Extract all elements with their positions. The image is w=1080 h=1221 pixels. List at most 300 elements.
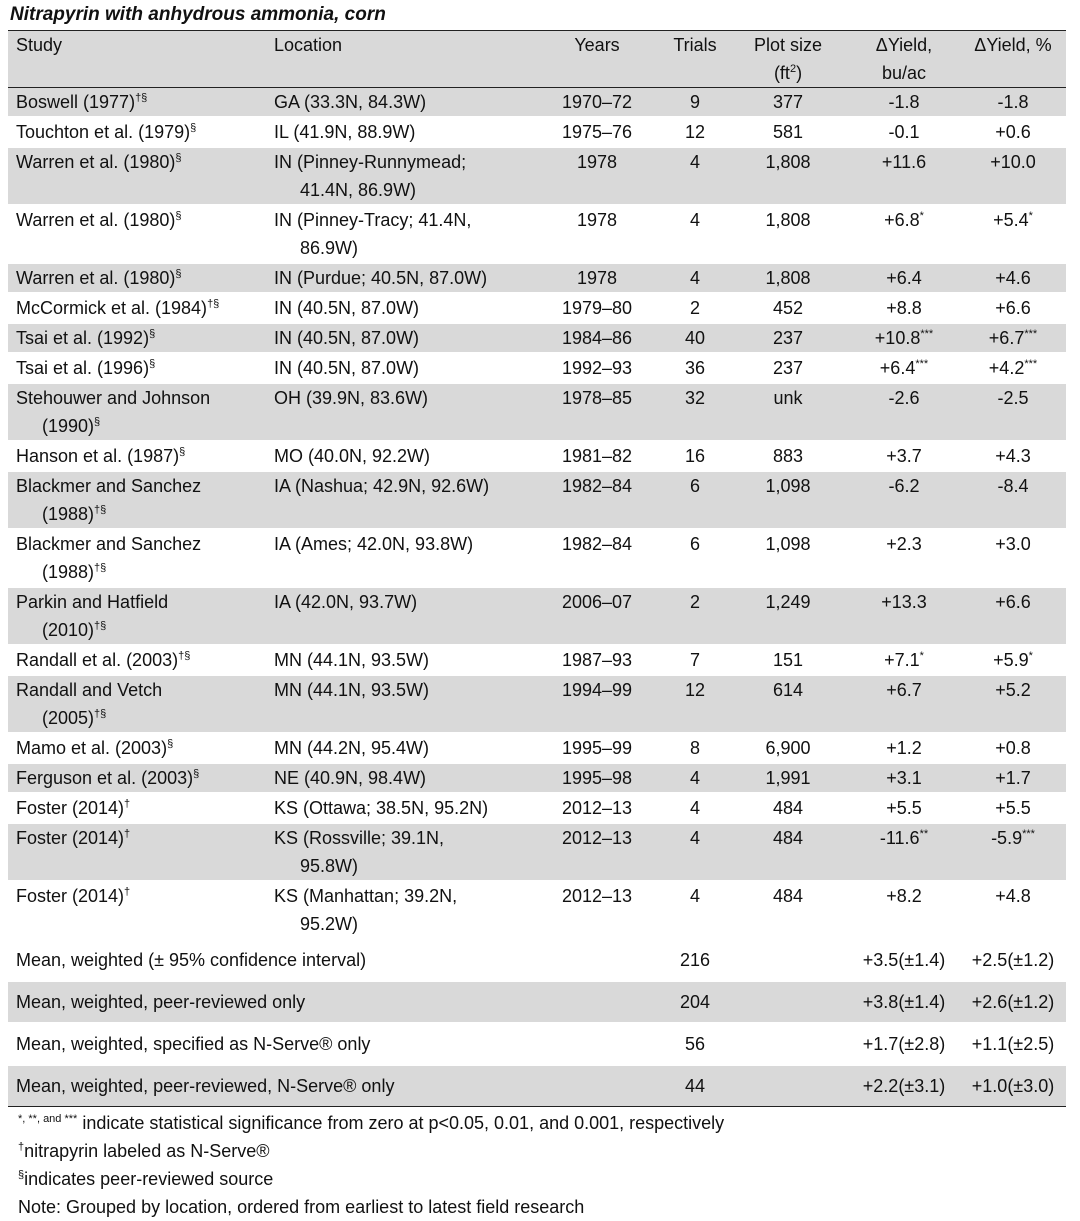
cell-plot-size: 484	[728, 793, 848, 823]
cell-years: 1987–93	[532, 645, 662, 675]
study-marks: †§	[94, 620, 107, 632]
cell-dyield-bu	[848, 147, 960, 205]
footnote-significance	[18, 1109, 1066, 1137]
footnote-dagger-mark: †	[18, 1141, 25, 1153]
location-text: GA (33.3N, 84.3W)	[274, 92, 427, 112]
dyield-pct-value: -5.9	[991, 828, 1023, 848]
cell-study	[8, 733, 270, 763]
mean-dyield-bu: +1.7(±2.8)	[848, 1023, 960, 1065]
mean-trials: 56	[662, 1023, 728, 1065]
cell-trials: 8	[662, 733, 728, 763]
cell-years: 1995–99	[532, 733, 662, 763]
cell-study	[8, 471, 270, 529]
mean-dyield-pct: +1.1(±2.5)	[960, 1023, 1066, 1065]
location-text: MN (44.1N, 93.5W)	[274, 650, 430, 670]
dyield-bu-value: -1.8	[888, 92, 920, 112]
mean-label: Mean, weighted, specified as N-Serve® only	[8, 1023, 662, 1065]
cell-dyield-pct	[960, 823, 1066, 881]
dyield-pct-value: +10.0	[990, 152, 1036, 172]
cell-dyield-bu	[848, 645, 960, 675]
study-name: Ferguson et al. (2003)	[16, 768, 194, 788]
mean-trials: 204	[662, 981, 728, 1023]
dyield-pct-value: +0.8	[995, 738, 1031, 758]
table-row	[8, 383, 1066, 441]
dyield-bu-value: +10.8	[874, 328, 921, 348]
location-text-cont: 95.2W)	[300, 914, 359, 934]
location-text: IA (Ames; 42.0N, 93.8W)	[274, 534, 474, 554]
dyield-bu-sig: ***	[915, 358, 929, 370]
study-name: Parkin and Hatfield	[16, 592, 169, 612]
table-row	[8, 675, 1066, 733]
cell-study	[8, 205, 270, 263]
header-dyield-pct: ΔYield, %	[960, 31, 1066, 88]
study-name: Blackmer and Sanchez	[16, 476, 202, 496]
study-marks: †§	[135, 92, 148, 104]
cell-years: 1995–98	[532, 763, 662, 793]
cell-plot-size: 377	[728, 88, 848, 118]
study-name: Foster (2014)	[16, 828, 125, 848]
cell-dyield-pct	[960, 471, 1066, 529]
cell-location	[270, 441, 532, 471]
cell-location	[270, 823, 532, 881]
dyield-bu-sig: *	[919, 210, 924, 222]
table-title: Nitrapyrin with anhydrous ammonia, corn	[10, 4, 386, 25]
dyield-bu-value: +2.3	[886, 534, 922, 554]
mean-row	[8, 1023, 1066, 1065]
dyield-bu-value: +6.8	[884, 210, 920, 230]
dyield-bu-value: -2.6	[888, 388, 920, 408]
cell-study	[8, 117, 270, 147]
table-row	[8, 733, 1066, 763]
table-row	[8, 147, 1066, 205]
location-text-cont: 41.4N, 86.9W)	[300, 180, 417, 200]
dyield-pct-value: +6.7	[988, 328, 1025, 348]
footnote-section-mark: §	[18, 1169, 25, 1181]
dyield-bu-value: +8.8	[886, 298, 922, 318]
mean-dyield-bu: +2.2(±3.1)	[848, 1065, 960, 1107]
location-text: KS (Manhattan; 39.2N,	[274, 886, 458, 906]
dyield-pct-value: +4.6	[995, 268, 1031, 288]
cell-plot-size: 1,808	[728, 205, 848, 263]
cell-dyield-bu	[848, 763, 960, 793]
mean-empty	[728, 1065, 848, 1107]
study-name: Hanson et al. (1987)	[16, 446, 180, 466]
cell-plot-size: 1,098	[728, 529, 848, 587]
study-name-cont	[16, 500, 266, 528]
study-marks: †	[124, 886, 131, 898]
table-container	[8, 0, 1066, 1221]
mean-label: Mean, weighted (± 95% confidence interval)	[8, 939, 662, 981]
mean-dyield-bu: +3.8(±1.4)	[848, 981, 960, 1023]
dyield-bu-value: +13.3	[881, 592, 927, 612]
dyield-pct-value: +5.5	[995, 798, 1031, 818]
study-name: Tsai et al. (1996)	[16, 358, 150, 378]
cell-plot-size: 581	[728, 117, 848, 147]
dyield-bu-value: +11.6	[881, 152, 927, 172]
cell-dyield-bu	[848, 529, 960, 587]
footnote-section-text: indicates peer-reviewed source	[24, 1169, 274, 1189]
location-text: KS (Rossville; 39.1N,	[274, 828, 445, 848]
header-plot-size-unit-sup: 2	[789, 63, 797, 75]
cell-trials: 4	[662, 205, 728, 263]
mean-trials: 44	[662, 1065, 728, 1107]
footnote-sig-text: indicate statistical significance from zero at p<0.05, 0.01, and 0.001, respectively	[77, 1113, 725, 1133]
location-text: OH (39.9N, 83.6W)	[274, 388, 429, 408]
cell-dyield-pct	[960, 645, 1066, 675]
cell-trials: 32	[662, 383, 728, 441]
cell-trials: 12	[662, 117, 728, 147]
cell-location	[270, 645, 532, 675]
cell-location	[270, 293, 532, 323]
cell-years: 2012–13	[532, 793, 662, 823]
footnote-dagger	[18, 1137, 1066, 1165]
study-marks: §	[190, 122, 197, 134]
location-text: MN (44.1N, 93.5W)	[274, 680, 430, 700]
table-row	[8, 323, 1066, 353]
cell-trials: 40	[662, 323, 728, 353]
dyield-pct-sig: ***	[1024, 328, 1038, 340]
cell-dyield-pct	[960, 263, 1066, 293]
location-text: MO (40.0N, 92.2W)	[274, 446, 431, 466]
study-year: (1990)	[42, 416, 95, 436]
mean-dyield-pct: +2.6(±1.2)	[960, 981, 1066, 1023]
cell-study	[8, 383, 270, 441]
header-plot-size-unit-post: )	[796, 63, 803, 83]
table-row	[8, 763, 1066, 793]
dyield-bu-value: +1.2	[886, 738, 922, 758]
cell-dyield-bu	[848, 293, 960, 323]
study-name: Foster (2014)	[16, 886, 125, 906]
cell-dyield-bu	[848, 353, 960, 383]
cell-trials: 16	[662, 441, 728, 471]
location-text: IN (Pinney-Runnymead;	[274, 152, 467, 172]
study-year: (1988)	[42, 504, 95, 524]
cell-plot-size: 1,249	[728, 587, 848, 645]
location-text: IA (Nashua; 42.9N, 92.6W)	[274, 476, 490, 496]
dyield-bu-value: +3.7	[886, 446, 922, 466]
cell-location	[270, 763, 532, 793]
table-row	[8, 88, 1066, 118]
footnote-section	[18, 1165, 1066, 1193]
mean-row	[8, 981, 1066, 1023]
cell-years: 1978	[532, 263, 662, 293]
cell-years: 1978	[532, 205, 662, 263]
study-year: (1988)	[42, 562, 95, 582]
header-dyield-bu-unit: bu/ac	[881, 63, 927, 83]
cell-location	[270, 117, 532, 147]
study-name: Warren et al. (1980)	[16, 210, 176, 230]
cell-plot-size: 452	[728, 293, 848, 323]
cell-years: 1975–76	[532, 117, 662, 147]
header-row	[8, 31, 1066, 88]
table-row	[8, 353, 1066, 383]
study-marks: §	[94, 416, 101, 428]
cell-dyield-pct	[960, 441, 1066, 471]
header-dyield-bu	[848, 31, 960, 88]
study-marks: §	[149, 358, 156, 370]
study-name-cont	[16, 704, 266, 732]
cell-dyield-pct	[960, 733, 1066, 763]
cell-dyield-pct	[960, 205, 1066, 263]
cell-study	[8, 881, 270, 939]
dyield-pct-sig: *	[1028, 210, 1033, 222]
study-marks: §	[175, 268, 182, 280]
cell-dyield-pct	[960, 675, 1066, 733]
means-body	[8, 939, 1066, 1107]
cell-years: 1978	[532, 147, 662, 205]
location-text-cont: 95.8W)	[300, 856, 359, 876]
cell-study	[8, 793, 270, 823]
cell-study	[8, 147, 270, 205]
cell-trials: 36	[662, 353, 728, 383]
dyield-bu-value: +6.4	[879, 358, 916, 378]
dyield-pct-value: +4.8	[995, 886, 1031, 906]
cell-trials: 4	[662, 823, 728, 881]
cell-years: 1978–85	[532, 383, 662, 441]
header-location: Location	[270, 31, 532, 88]
dyield-pct-value: +3.0	[995, 534, 1031, 554]
cell-plot-size: 151	[728, 645, 848, 675]
cell-location	[270, 383, 532, 441]
cell-trials: 4	[662, 263, 728, 293]
dyield-bu-value: -11.6	[879, 828, 920, 848]
footnote-sig-marks: *, **, and ***	[18, 1113, 78, 1125]
header-trials: Trials	[662, 31, 728, 88]
study-marks: †	[124, 828, 131, 840]
table-row	[8, 645, 1066, 675]
cell-location	[270, 205, 532, 263]
mean-label: Mean, weighted, peer-reviewed only	[8, 981, 662, 1023]
mean-empty	[728, 939, 848, 981]
cell-dyield-pct	[960, 881, 1066, 939]
dyield-bu-value: -6.2	[888, 476, 920, 496]
study-name: McCormick et al. (1984)	[16, 298, 208, 318]
cell-plot-size: 484	[728, 881, 848, 939]
dyield-pct-value: +1.7	[995, 768, 1031, 788]
study-marks: †§	[207, 298, 220, 310]
cell-trials: 4	[662, 881, 728, 939]
dyield-pct-sig: ***	[1024, 358, 1038, 370]
cell-study	[8, 529, 270, 587]
dyield-pct-value: -8.4	[997, 476, 1029, 496]
dyield-pct-sig: *	[1028, 650, 1033, 662]
cell-dyield-pct	[960, 147, 1066, 205]
dyield-bu-value: +6.4	[886, 268, 922, 288]
mean-dyield-bu: +3.5(±1.4)	[848, 939, 960, 981]
table-row	[8, 881, 1066, 939]
cell-dyield-pct	[960, 117, 1066, 147]
cell-years: 1970–72	[532, 88, 662, 118]
dyield-pct-value: +4.2	[988, 358, 1025, 378]
study-marks: †§	[178, 650, 191, 662]
dyield-pct-value: -1.8	[997, 92, 1029, 112]
cell-location	[270, 323, 532, 353]
cell-dyield-bu	[848, 323, 960, 353]
cell-years: 1979–80	[532, 293, 662, 323]
dyield-pct-value: +6.6	[995, 298, 1031, 318]
location-text: MN (44.2N, 95.4W)	[274, 738, 430, 758]
header-plot-size	[728, 31, 848, 88]
study-name: Warren et al. (1980)	[16, 152, 176, 172]
cell-location	[270, 587, 532, 645]
table-row	[8, 263, 1066, 293]
dyield-pct-value: +0.6	[995, 122, 1031, 142]
cell-location	[270, 88, 532, 118]
mean-row	[8, 1065, 1066, 1107]
study-marks: †	[124, 798, 131, 810]
cell-location	[270, 733, 532, 763]
dyield-bu-sig: **	[919, 828, 929, 840]
dyield-pct-sig: ***	[1022, 828, 1035, 840]
location-text: IN (40.5N, 87.0W)	[274, 328, 420, 348]
cell-study	[8, 645, 270, 675]
cell-plot-size: 883	[728, 441, 848, 471]
study-name: Randall and Vetch	[16, 680, 163, 700]
study-marks: †§	[94, 504, 107, 516]
cell-trials: 6	[662, 471, 728, 529]
location-text: IA (42.0N, 93.7W)	[274, 592, 418, 612]
table-row	[8, 441, 1066, 471]
study-marks: §	[193, 768, 200, 780]
cell-dyield-pct	[960, 529, 1066, 587]
cell-years: 1982–84	[532, 529, 662, 587]
mean-label: Mean, weighted, peer-reviewed, N-Serve® only	[8, 1065, 662, 1107]
study-name: Warren et al. (1980)	[16, 268, 176, 288]
study-marks: §	[179, 446, 186, 458]
cell-dyield-pct	[960, 293, 1066, 323]
cell-study	[8, 263, 270, 293]
cell-dyield-pct	[960, 763, 1066, 793]
mean-empty	[728, 1023, 848, 1065]
table-row	[8, 823, 1066, 881]
cell-years: 1994–99	[532, 675, 662, 733]
cell-dyield-bu	[848, 471, 960, 529]
cell-trials: 4	[662, 763, 728, 793]
study-name-cont	[16, 558, 266, 586]
header-plot-size-unit-pre: (ft	[773, 63, 790, 83]
cell-study	[8, 675, 270, 733]
footnotes	[8, 1109, 1066, 1221]
study-name: Touchton et al. (1979)	[16, 122, 191, 142]
table-row	[8, 471, 1066, 529]
study-name-cont	[16, 412, 266, 440]
study-name: Tsai et al. (1992)	[16, 328, 150, 348]
table-row	[8, 293, 1066, 323]
study-marks: §	[167, 738, 174, 750]
location-text: IN (40.5N, 87.0W)	[274, 358, 420, 378]
cell-location	[270, 471, 532, 529]
cell-plot-size: 1,098	[728, 471, 848, 529]
cell-location	[270, 881, 532, 939]
cell-dyield-bu	[848, 383, 960, 441]
footnote-note: Note: Grouped by location, ordered from earliest to latest field research	[18, 1197, 585, 1217]
cell-dyield-bu	[848, 793, 960, 823]
header-plot-size-label: Plot size	[753, 35, 823, 55]
cell-years: 1984–86	[532, 323, 662, 353]
mean-row	[8, 939, 1066, 981]
cell-years: 1992–93	[532, 353, 662, 383]
cell-dyield-pct	[960, 383, 1066, 441]
location-text: IN (40.5N, 87.0W)	[274, 298, 420, 318]
cell-study	[8, 441, 270, 471]
study-marks: §	[175, 152, 182, 164]
dyield-bu-value: +3.1	[886, 768, 922, 788]
cell-location	[270, 263, 532, 293]
location-text-cont: 86.9W)	[300, 238, 359, 258]
cell-years: 1982–84	[532, 471, 662, 529]
cell-trials: 4	[662, 793, 728, 823]
table-row	[8, 793, 1066, 823]
cell-dyield-bu	[848, 263, 960, 293]
cell-plot-size: 237	[728, 323, 848, 353]
location-text: NE (40.9N, 98.4W)	[274, 768, 427, 788]
dyield-bu-value: -0.1	[888, 122, 920, 142]
cell-years: 2006–07	[532, 587, 662, 645]
cell-study	[8, 763, 270, 793]
cell-dyield-bu	[848, 88, 960, 118]
cell-plot-size: 484	[728, 823, 848, 881]
cell-years: 2012–13	[532, 823, 662, 881]
header-study: Study	[8, 31, 270, 88]
table-row	[8, 205, 1066, 263]
table-row	[8, 529, 1066, 587]
cell-dyield-bu	[848, 205, 960, 263]
study-marks: §	[149, 328, 156, 340]
mean-dyield-pct: +1.0(±3.0)	[960, 1065, 1066, 1107]
cell-years: 1981–82	[532, 441, 662, 471]
dyield-bu-value: +6.7	[886, 680, 922, 700]
cell-trials: 7	[662, 645, 728, 675]
dyield-bu-value: +7.1	[884, 650, 920, 670]
cell-dyield-bu	[848, 675, 960, 733]
footnote-dagger-text: nitrapyrin labeled as N-Serve®	[24, 1141, 270, 1161]
cell-study	[8, 323, 270, 353]
cell-dyield-bu	[848, 823, 960, 881]
cell-study	[8, 88, 270, 118]
study-marks: †§	[94, 562, 107, 574]
study-name: Foster (2014)	[16, 798, 125, 818]
dyield-pct-value: +6.6	[995, 592, 1031, 612]
table-row	[8, 117, 1066, 147]
cell-plot-size: 1,808	[728, 263, 848, 293]
cell-dyield-bu	[848, 587, 960, 645]
study-name: Randall et al. (2003)	[16, 650, 179, 670]
cell-plot-size: unk	[728, 383, 848, 441]
cell-location	[270, 353, 532, 383]
study-marks: §	[175, 210, 182, 222]
cell-plot-size: 237	[728, 353, 848, 383]
cell-dyield-pct	[960, 587, 1066, 645]
cell-location	[270, 793, 532, 823]
cell-dyield-pct	[960, 323, 1066, 353]
dyield-bu-value: +8.2	[886, 886, 922, 906]
dyield-pct-value: +5.4	[993, 210, 1029, 230]
location-text: IN (Pinney-Tracy; 41.4N,	[274, 210, 472, 230]
study-name-cont	[16, 616, 266, 644]
cell-trials: 2	[662, 293, 728, 323]
cell-study	[8, 823, 270, 881]
cell-study	[8, 293, 270, 323]
cell-trials: 9	[662, 88, 728, 118]
study-year: (2005)	[42, 708, 95, 728]
dyield-pct-value: +5.2	[995, 680, 1031, 700]
table-row	[8, 587, 1066, 645]
dyield-pct-value: -2.5	[997, 388, 1029, 408]
study-name: Stehouwer and Johnson	[16, 388, 211, 408]
study-year: (2010)	[42, 620, 95, 640]
cell-plot-size: 6,900	[728, 733, 848, 763]
cell-trials: 12	[662, 675, 728, 733]
